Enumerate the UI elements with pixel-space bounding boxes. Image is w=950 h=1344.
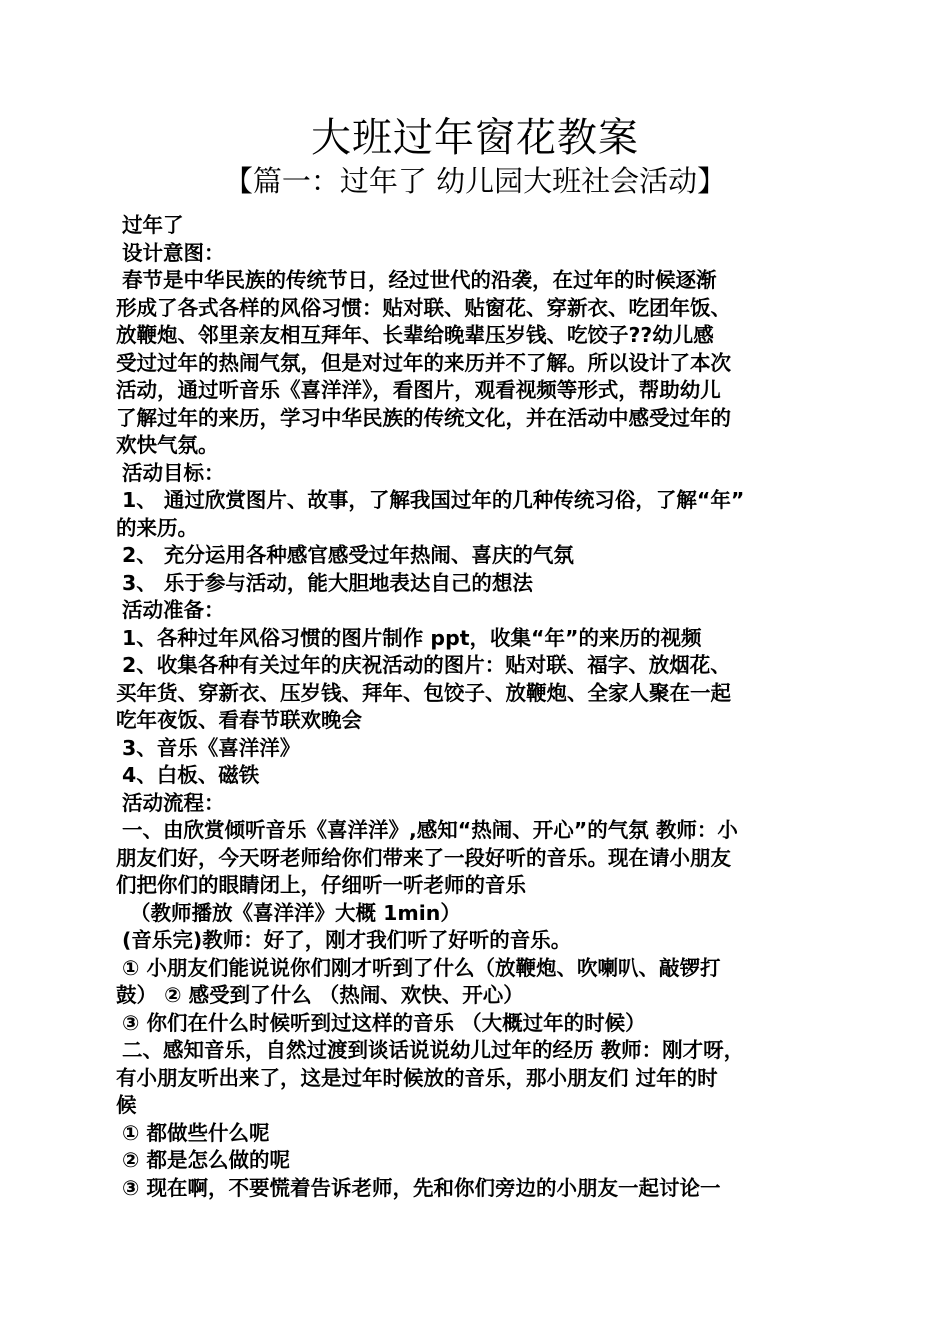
- paragraph-line: 二、感知音乐，自然过渡到谈话说说幼儿过年的经历 教师：刚才呀，: [122, 1038, 745, 1062]
- section-heading: 活动目标：: [122, 460, 225, 485]
- section-heading: 设计意图：: [122, 240, 225, 265]
- document-body: [116, 212, 838, 1202]
- paragraph-line: （教师播放《喜洋洋》大概 1min）: [130, 900, 461, 925]
- list-item: ② 都是怎么做的呢: [122, 1148, 290, 1172]
- paragraph-line: 一、由欣赏倾听音乐《喜洋洋》,感知“热闹、开心”的气氛 教师：小: [122, 818, 738, 842]
- list-item: 3、 乐于参与活动，能大胆地表达自己的想法: [122, 570, 533, 595]
- list-item: 3、音乐《喜洋洋》: [122, 735, 301, 760]
- paragraph-line: 欢快气氛。: [116, 433, 219, 457]
- list-item-continuation: 吃年夜饭、看春节联欢晚会: [116, 708, 362, 732]
- paragraph-line: 活动，通过听音乐《喜洋洋》，看图片，观看视频等形式，帮助幼儿: [116, 378, 721, 402]
- list-item: 2、 充分运用各种感官感受过年热闹、喜庆的气氛: [122, 543, 574, 567]
- document-subtitle: 【篇一：过年了 幼儿园大班社会活动】: [223, 164, 727, 198]
- paragraph-line: 候: [116, 1093, 137, 1117]
- list-item: 1、各种过年风俗习惯的图片制作 ppt，收集“年”的来历的视频: [122, 625, 702, 650]
- paragraph-line: 形成了各式各样的风俗习惯：贴对联、贴窗花、穿新衣、吃团年饭、: [116, 295, 731, 320]
- list-item: 2、收集各种有关过年的庆祝活动的图片：贴对联、福字、放烟花、: [122, 653, 731, 677]
- paragraph-line: 朋友们好，今天呀老师给你们带来了一段好听的音乐。现在请小朋友: [116, 845, 731, 870]
- section-heading: 过年了: [122, 213, 184, 237]
- paragraph-line: 了解过年的来历，学习中华民族的传统文化，并在活动中感受过年的: [116, 405, 731, 430]
- list-item: 4、白板、磁铁: [122, 763, 260, 787]
- list-item-continuation: 的来历。: [116, 515, 198, 540]
- list-item-continuation: 买年货、穿新衣、压岁钱、拜年、包饺子、放鞭炮、全家人聚在一起: [116, 680, 731, 705]
- paragraph-line: (音乐完)教师：好了，刚才我们听了好听的音乐。: [122, 928, 572, 952]
- paragraph-line: 们把你们的眼睛闭上，仔细听一听老师的音乐: [116, 873, 526, 897]
- paragraph-line: 有小朋友听出来了，这是过年时候放的音乐，那小朋友们 过年的时: [116, 1065, 718, 1090]
- list-item: ① 都做些什么呢: [122, 1120, 270, 1145]
- paragraph-line: ③ 你们在什么时候听到过这样的音乐 （大概过年的时候）: [122, 1010, 646, 1035]
- list-item: 1、 通过欣赏图片、故事，了解我国过年的几种传统习俗，了解“年”: [122, 488, 745, 512]
- paragraph-line: 放鞭炮、邻里亲友相互拜年、长辈给晚辈压岁钱、吃饺子??幼儿感: [116, 323, 714, 347]
- section-heading: 活动准备：: [122, 598, 225, 622]
- list-item: ③ 现在啊，不要慌着告诉老师，先和你们旁边的小朋友一起讨论一: [122, 1175, 721, 1200]
- paragraph-line: 受过过年的热闹气氛，但是对过年的来历并不了解。所以设计了本次: [116, 350, 731, 375]
- paragraph-line: 春节是中华民族的传统节日，经过世代的沿袭，在过年的时候逐渐: [122, 268, 717, 292]
- paragraph-line: 鼓） ② 感受到了什么 （热闹、欢快、开心）: [116, 983, 524, 1007]
- paragraph-line: ① 小朋友们能说说你们刚才听到了什么（放鞭炮、吹喇叭、敲锣打: [122, 955, 721, 980]
- section-heading: 活动流程：: [122, 790, 225, 815]
- document-title: 大班过年窗花教案: [311, 115, 639, 161]
